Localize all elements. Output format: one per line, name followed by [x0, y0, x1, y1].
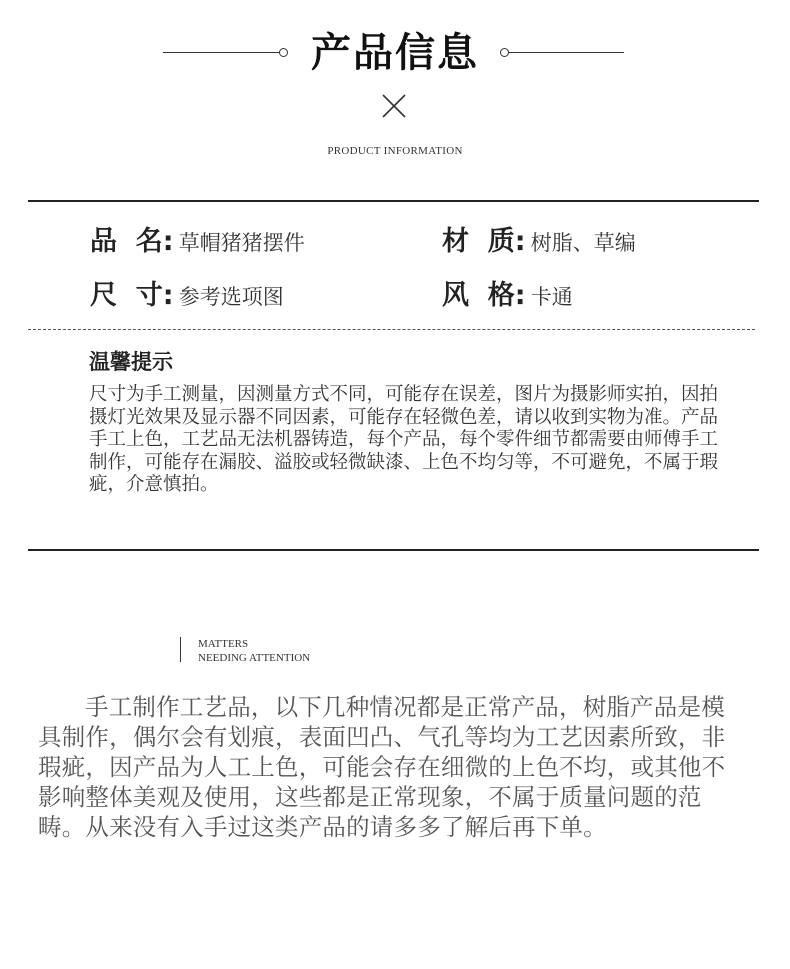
tips-body: 尺寸为手工测量，因测量方式不同，可能存在误差，图片为摄影师实拍，因拍摄灯光效果及显示器不同因素，可能存在轻微色差，请以收到实物为准。产品手工上色，工艺品无法机器铸造，每个产品，每个零件细节都需要由师傅手工制作，可能存在漏胶、溢胶或轻微缺漆、上色不均匀等，不可避免，不属于瑕疵，介意慎拍。 [89, 384, 719, 495]
spec-size [90, 279, 284, 314]
page-title: 产品信息 [311, 30, 479, 76]
divider-top [28, 200, 759, 202]
spec-label: 材 质: [442, 226, 526, 257]
spec-value: 树脂、草编 [530, 231, 636, 255]
spec-name [90, 225, 305, 260]
spec-value: 卡通 [530, 285, 573, 309]
spec-label: 尺 寸: [90, 280, 174, 311]
matters-line1: MATTERS [198, 638, 249, 650]
matters-body: 手工制作工艺品，以下几种情况都是正常产品，树脂产品是模具制作，偶尔会有划痕，表面凹凸、气孔等均为工艺因素所致，非瑕疵，因产品为人工上色，可能会存在细微的上色不均，或其他不影响整体美观及使用，这些都是正常现象，不属于质量问题的范畴。从来没有入手过这类产品的请多多了解后再下单。 [38, 693, 726, 841]
spec-value: 草帽猪猪摆件 [178, 231, 305, 255]
divider-bottom [28, 549, 759, 551]
spec-style [442, 279, 573, 314]
spec-label: 风 格: [442, 280, 526, 311]
divider-dashed [28, 329, 755, 330]
tips-title: 温馨提示 [89, 350, 173, 374]
header-line-right [508, 52, 624, 53]
cross-icon [381, 93, 407, 119]
matters-bar [180, 637, 181, 662]
matters-heading [198, 637, 310, 665]
matters-line2: NEEDING ATTENTION [198, 652, 311, 664]
page-subtitle: PRODUCT INFORMATION [327, 145, 463, 157]
spec-material [442, 225, 636, 260]
spec-label: 品 名: [90, 226, 174, 257]
spec-value: 参考选项图 [178, 285, 284, 309]
